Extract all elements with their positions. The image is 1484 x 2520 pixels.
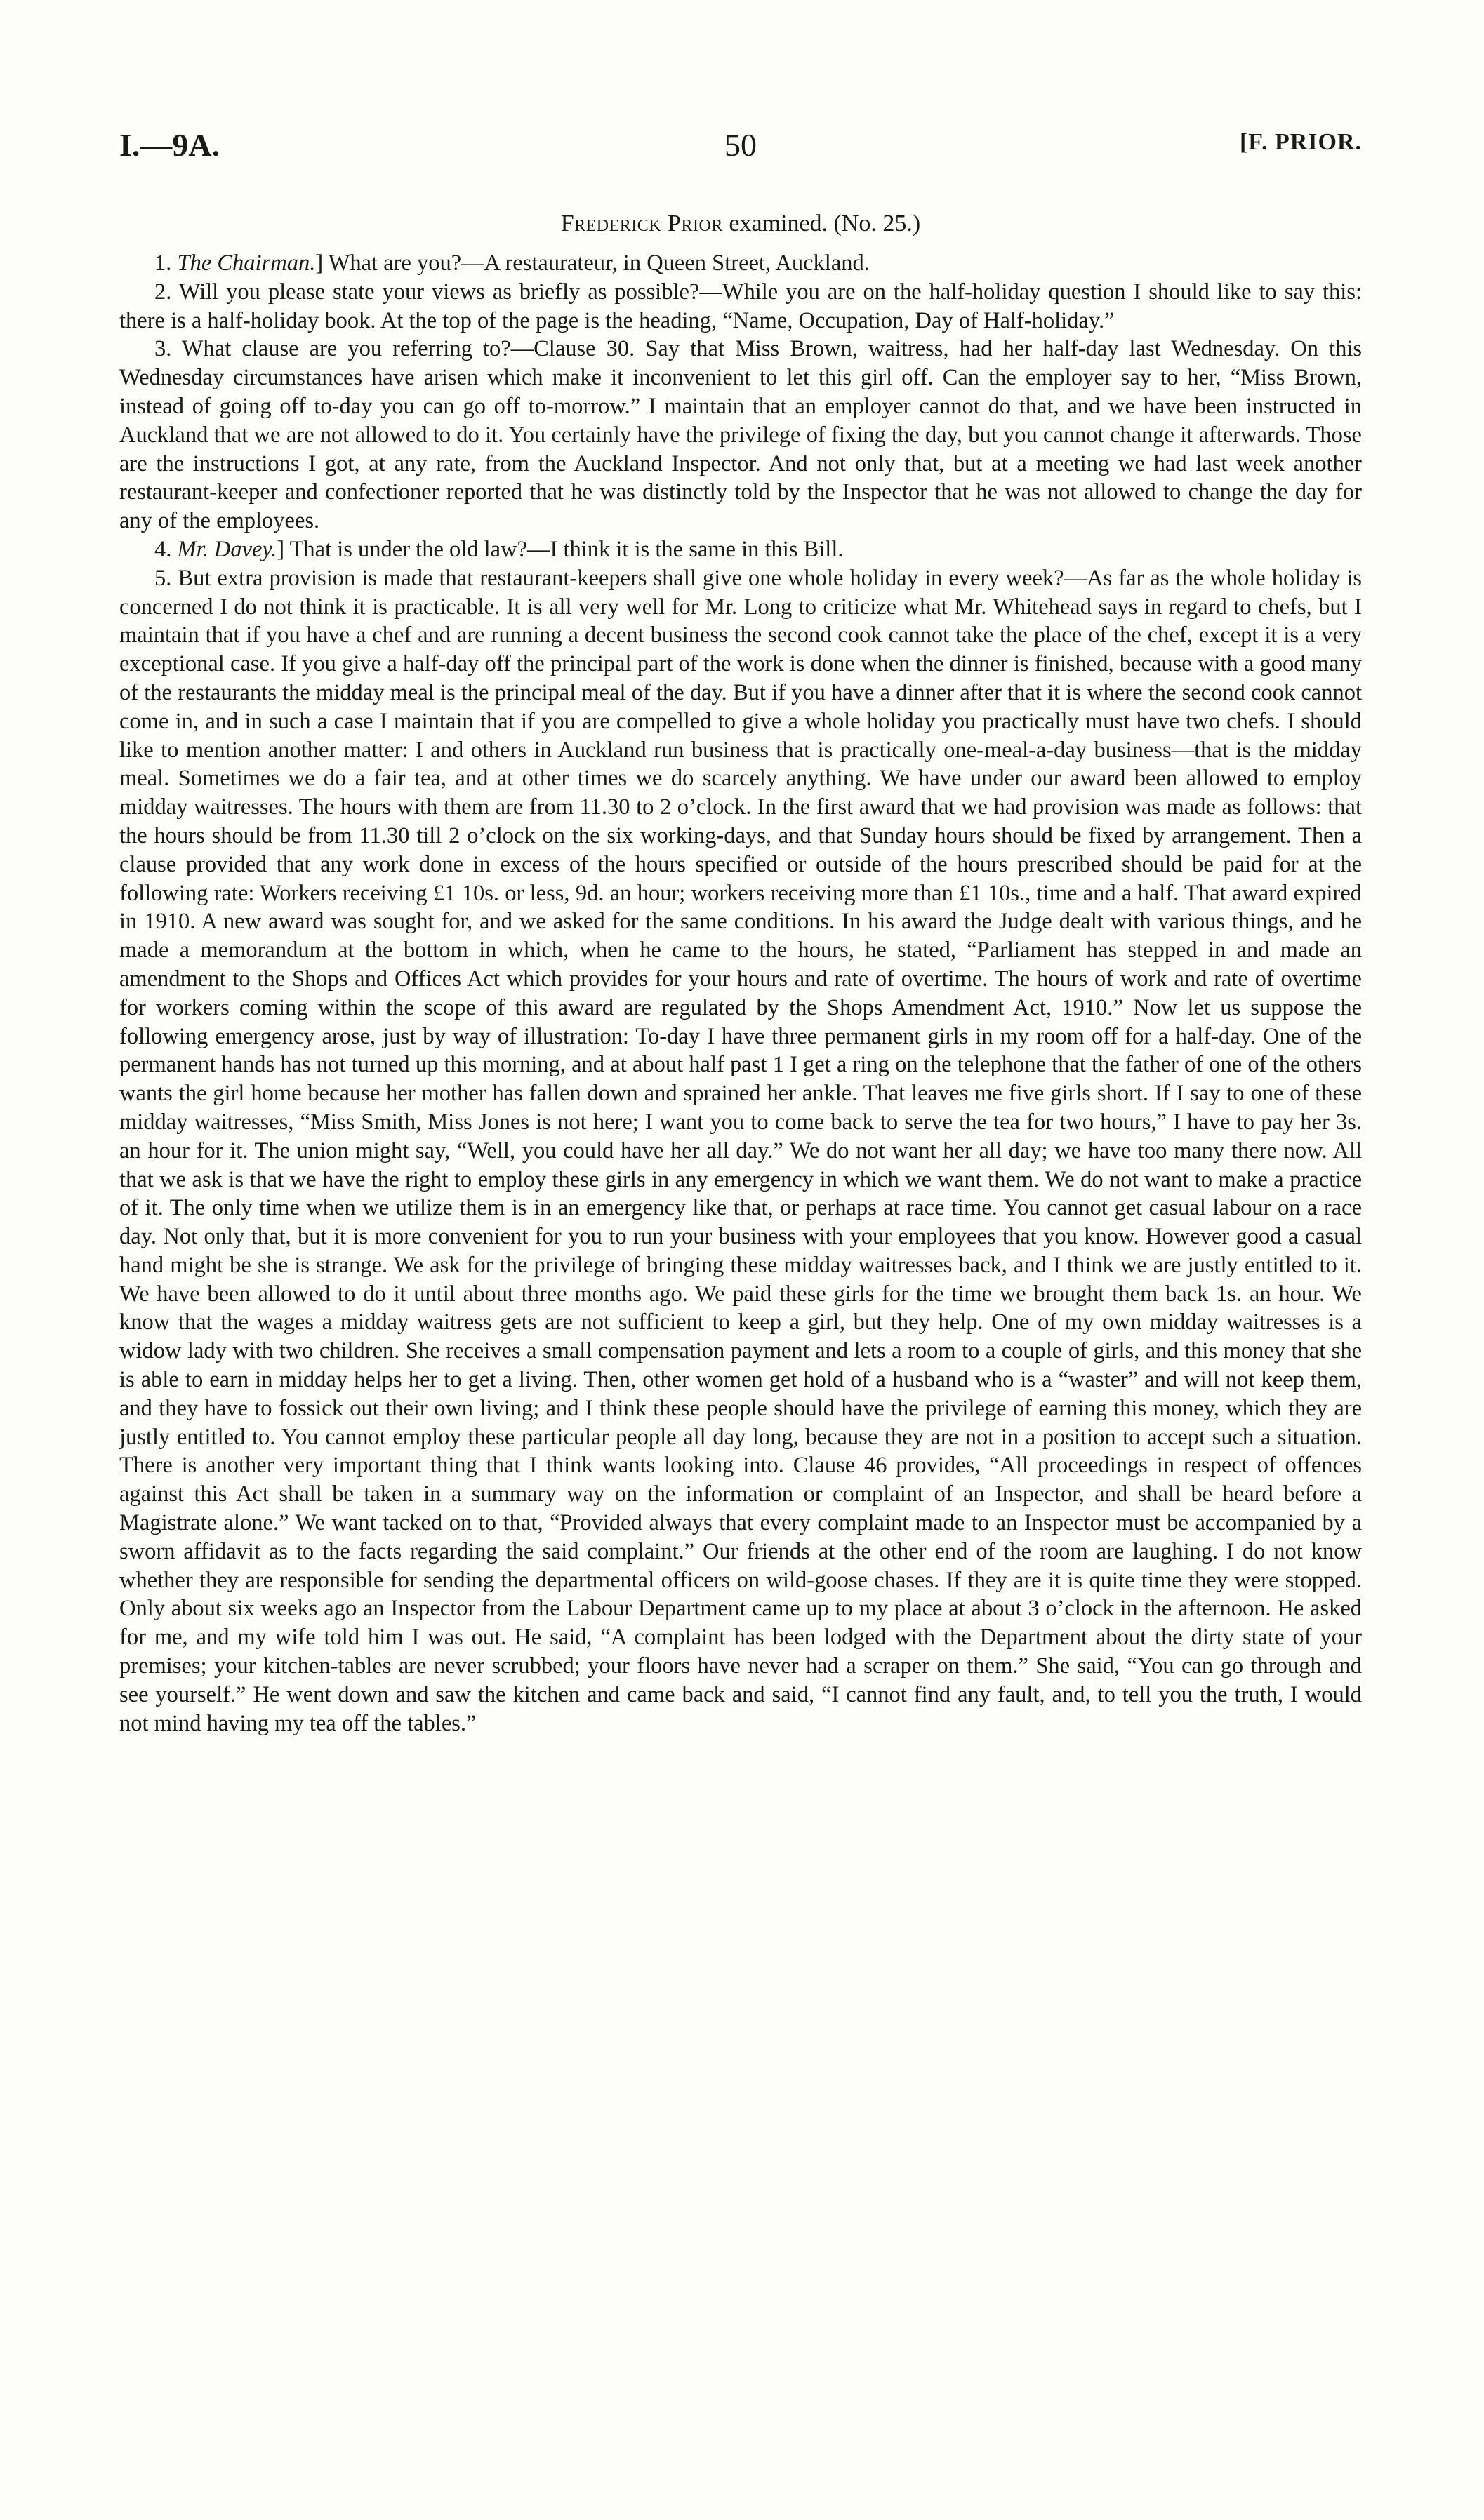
- speaker-name: The Chairman.: [177, 251, 316, 276]
- paragraph: [119, 278, 1362, 335]
- paragraph-text: What clause are you referring to?—Clause 30. Say that Miss Brown, waitress, had her half-day last Wednesday. On this Wednesday circumstances have arisen which make it inconvenient to let this girl off. Can the employer say to her, “Miss Brown, instead of going off to-day you can go off to-morrow.” I maintain that an employer cannot do that, and we have been instructed in Auckland that we are not allowed to do it. You certainly have the privilege of fixing the day, but you cannot change it afterwards. Those are the instructions I got, at any rate, from the Auckland Inspector. And not only that, but at a meeting we had last week another restaurant-keeper and confectioner reported that he was distinctly told by the Inspector that he was not allowed to change the day for any of the employees.: [119, 336, 1362, 534]
- paragraph-text: Will you please state your views as briefly as possible?—While you are on the half-holiday question I should like to say this: there is a half-holiday book. At the top of the page is the heading, “Name, Occupation, Day of Half-holiday.”: [119, 279, 1362, 333]
- paragraph-text: ] That is under the old law?—I think it is the same in this Bill.: [277, 536, 844, 562]
- paragraph-text: ] What are you?—A restaurateur, in Queen Street, Auckland.: [315, 251, 870, 276]
- page-number: 50: [724, 127, 757, 163]
- witness-name: Frederick Prior: [560, 211, 723, 236]
- question-number: 5.: [154, 565, 172, 591]
- paragraph: [119, 564, 1362, 1738]
- question-number: 4.: [154, 536, 172, 562]
- document-reference: I.—9A.: [119, 127, 220, 163]
- witness-running-head: [F. PRIOR.: [1239, 129, 1362, 155]
- question-number: 1.: [154, 251, 172, 276]
- speaker-name: Mr. Davey.: [177, 536, 277, 562]
- paragraph: [119, 535, 1362, 564]
- paragraph-text: But extra provision is made that restaurant-keepers shall give one whole holiday in every week?—As far as the whole holiday is concerned I do not think it is practicable. It is all very well for Mr. Long to criticize what Mr. Whitehead says in regard to chefs, but I maintain that if you have a chef and are running a decent business the second cook cannot take the place of the chef, except it is a very exceptional case. If you give a half-day off the principal part of the work is done when the dinner is finished, because with a good many of the restaurants the midday meal is the principal meal of the day. But if you have a dinner after that it is where the second cook cannot come in, and in such a case I maintain that if you are compelled to give a whole holiday you practically must have two chefs. I should like to mention another matter: I and others in Auckland run business that is practically one-meal-a-day business—that is the midday meal. Sometimes we do a fair tea, and at other times we do scarcely anything. We have under our award been allowed to employ midday waitresses. The hours with them are from 11.30 to 2 o’clock. In the first award that we had provision was made as follows: that the hours should be from 11.30 till 2 o’clock on the six working-days, and that Sunday hours should be fixed by arrangement. Then a clause provided that any work done in excess of the hours specified or outside of the hours prescribed should be paid for at the following rate: Workers receiving £1 10s. or less, 9d. an hour; workers receiving more than £1 10s., time and a half. That award expired in 1910. A new award was sought for, and we asked for the same conditions. In his award the Judge dealt with various things, and he made a memorandum at the bottom in which, when he came to the hours, he stated, “Parliament has stepped in and made an amendment to the Shops and Offices Act which provides for your hours and rate of overtime. The hours of work and rate of overtime for workers coming within the scope of this award are regulated by the Shops Amendment Act, 1910.” Now let us suppose the following emergency arose, just by way of illustration: To-day I have three permanent girls in my room off for a half-day. One of the permanent hands has not turned up this morning, and at about half past 1 I get a ring on the telephone that the father of one of the others wants the girl home because her mother has fallen down and sprained her ankle. That leaves me five girls short. If I say to one of these midday waitresses, “Miss Smith, Miss Jones is not here; I want you to come back to serve the tea for two hours,” I have to pay her 3s. an hour for it. The union might say, “Well, you could have her all day.” We do not want her all day; we have too many there now. All that we ask is that we have the right to employ these girls in any emergency in which we want them. We do not want to make a practice of it. The only time when we utilize them is in an emergency like that, or perhaps at race time. You cannot get casual labour on a race day. Not only that, but it is more convenient for you to run your business with your employees that you know. However good a casual hand might be she is strange. We ask for the privilege of bringing these midday waitresses back, and I think we are justly entitled to it. We have been allowed to do it until about three months ago. We paid these girls for the time we brought them back 1s. an hour. We know that the wages a midday waitress gets are not sufficient to keep a girl, but they help. One of my own midday waitresses is a widow lady with two children. She receives a small compensation payment and lets a room to a couple of girls, and this money that she is able to earn in midday helps her to get a living. Then, other women get hold of a husband who is a “waster” and will not keep them, and they have to fossick out their own living; and I think these people should have the privilege of earning this money, which they are justly entitled to. You cannot employ these particular people all day long, because they are not in a position to accept such a situation. There is another very important thing that I think wants looking into. Clause 46 provides, “All proceedings in respect of offences against this Act shall be taken in a summary way on the information or complaint of an Inspector, and shall be heard before a Magistrate alone.” We want tacked on to that, “Provided always that every complaint made to an Inspector must be accompanied by a sworn affidavit as to the facts regarding the said complaint.” Our friends at the other end of the room are laughing. I do not know whether they are responsible for sending the departmental officers on wild-goose chases. If they are it is quite time they were stopped. Only about six weeks ago an Inspector from the Labour Department came up to my place at about 3 o’clock in the afternoon. He asked for me, and my wife told him I was out. He said, “A complaint has been lodged with the Department about the dirty state of your premises; your kitchen-tables are never scrubbed; your floors have never had a scraper on them.” She said, “You can go through and see yourself.” He went down and saw the kitchen and came back and said, “I cannot find any fault, and, to tell you the truth, I would not mind having my tea off the tables.”: [119, 565, 1362, 1736]
- paragraph: [119, 249, 1362, 278]
- page-header: [119, 126, 1362, 168]
- testimony-body: [119, 249, 1362, 1738]
- examination-title: [119, 211, 1362, 237]
- question-number: 3.: [154, 336, 172, 362]
- paragraph: [119, 335, 1362, 535]
- title-rest: examined. (No. 25.): [729, 211, 921, 236]
- question-number: 2.: [154, 279, 172, 305]
